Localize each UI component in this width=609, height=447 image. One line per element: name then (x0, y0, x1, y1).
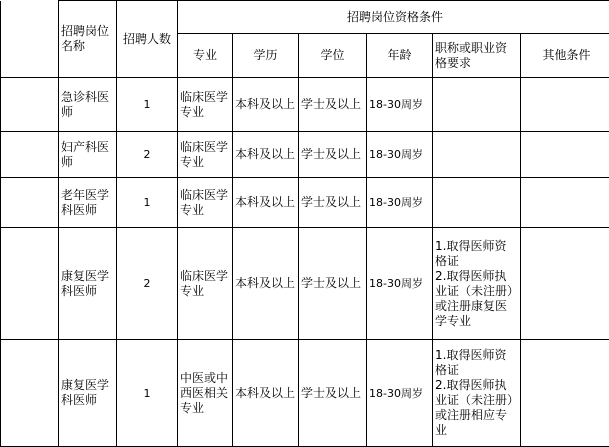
major-cell: 中医或中西医相关专业 (178, 340, 233, 447)
headcount-cell: 1 (117, 78, 178, 132)
education-cell: 本科及以上 (233, 340, 299, 447)
age-cell: 18-30周岁 (367, 340, 433, 447)
header-degree: 学位 (299, 34, 367, 78)
other-conditions-cell (521, 228, 609, 340)
table-row (1, 178, 609, 228)
position-cell: 急诊科医师 (59, 78, 117, 132)
left-margin-cell (1, 1, 59, 78)
qualification-item: 2.取得医师执业证（未注册）或注册相应专业 (435, 378, 518, 438)
header-row-1 (1, 1, 609, 34)
degree-cell: 学士及以上 (299, 340, 367, 447)
header-title-requirement: 职称或职业资格要求 (433, 34, 521, 78)
qualification-item: 1.取得医师资格证 (435, 348, 518, 378)
degree-cell: 学士及以上 (299, 78, 367, 132)
left-margin-cell (1, 178, 59, 228)
table-row (1, 132, 609, 178)
education-cell: 本科及以上 (233, 228, 299, 340)
major-cell: 临床医学专业 (178, 78, 233, 132)
title-requirement-cell (433, 78, 521, 132)
age-cell: 18-30周岁 (367, 78, 433, 132)
qualification-item: 2.取得医师执业证（未注册）或注册康复医学专业 (435, 269, 518, 329)
header-other-conditions: 其他条件 (521, 34, 609, 78)
left-margin-cell (1, 78, 59, 132)
position-cell: 老年医学科医师 (59, 178, 117, 228)
title-requirement-cell (433, 228, 521, 340)
title-requirement-cell (433, 340, 521, 447)
position-cell: 康复医学科医师 (59, 228, 117, 340)
education-cell: 本科及以上 (233, 178, 299, 228)
education-cell: 本科及以上 (233, 78, 299, 132)
header-education: 学历 (233, 34, 299, 78)
education-cell: 本科及以上 (233, 132, 299, 178)
left-margin-cell (1, 132, 59, 178)
left-margin-cell (1, 228, 59, 340)
major-cell: 临床医学专业 (178, 132, 233, 178)
left-margin-cell (1, 340, 59, 447)
degree-cell: 学士及以上 (299, 178, 367, 228)
headcount-cell: 2 (117, 228, 178, 340)
age-cell: 18-30周岁 (367, 228, 433, 340)
header-position-name: 招聘岗位名称 (59, 1, 117, 78)
age-cell: 18-30周岁 (367, 132, 433, 178)
headcount-cell: 1 (117, 340, 178, 447)
table-row (1, 340, 609, 447)
qualification-item: 1.取得医师资格证 (435, 239, 518, 269)
other-conditions-cell (521, 132, 609, 178)
major-cell: 临床医学专业 (178, 178, 233, 228)
other-conditions-cell (521, 178, 609, 228)
title-requirement-cell (433, 178, 521, 228)
age-cell: 18-30周岁 (367, 178, 433, 228)
degree-cell: 学士及以上 (299, 132, 367, 178)
position-cell: 康复医学科医师 (59, 340, 117, 447)
other-conditions-cell (521, 78, 609, 132)
major-cell: 临床医学专业 (178, 228, 233, 340)
table-row (1, 228, 609, 340)
table-row (1, 78, 609, 132)
header-age: 年龄 (367, 34, 433, 78)
other-conditions-cell (521, 340, 609, 447)
degree-cell: 学士及以上 (299, 228, 367, 340)
title-requirement-cell (433, 132, 521, 178)
header-headcount: 招聘人数 (117, 1, 178, 78)
header-major: 专业 (178, 34, 233, 78)
headcount-cell: 1 (117, 178, 178, 228)
headcount-cell: 2 (117, 132, 178, 178)
position-cell: 妇产科医师 (59, 132, 117, 178)
header-conditions-title: 招聘岗位资格条件 (178, 1, 609, 34)
